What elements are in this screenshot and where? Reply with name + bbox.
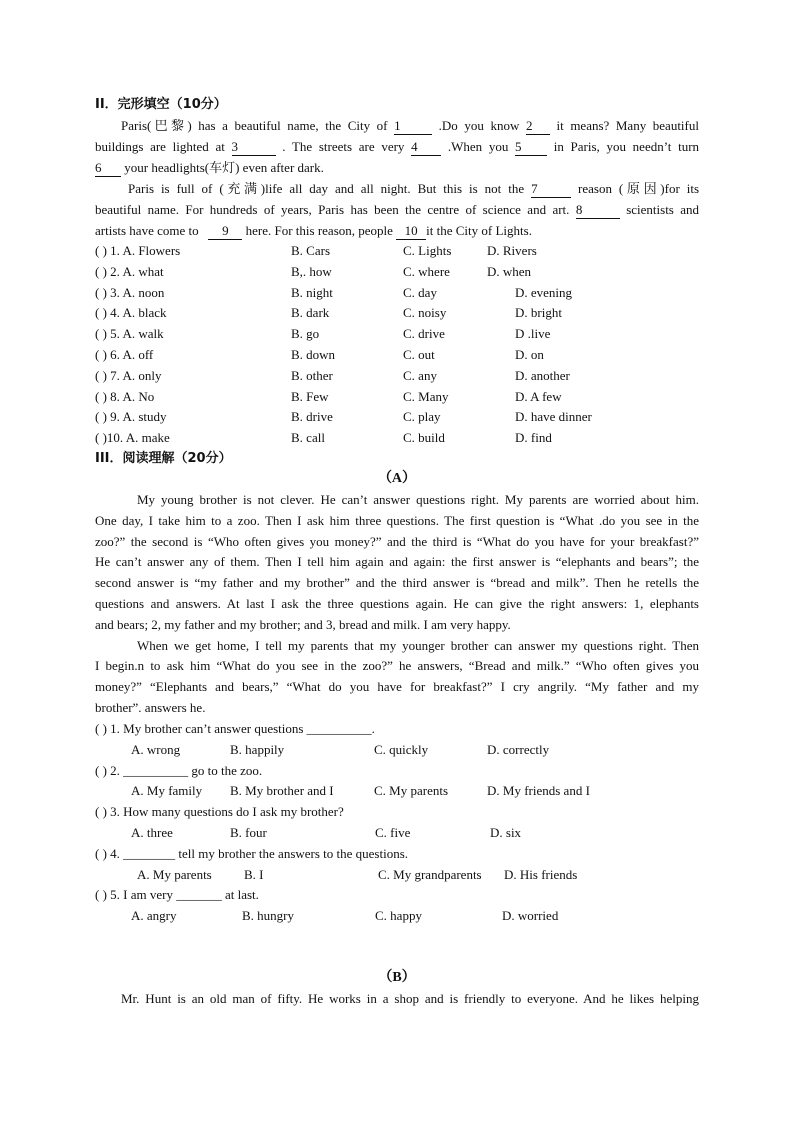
option-d: D. correctly xyxy=(487,742,550,757)
cloze-option-c: C. noisy xyxy=(403,305,447,321)
passage-a-line: money?” “Elephants and bears,” “What do you have for breakfast?” I cry angrily. “My father and my xyxy=(95,679,699,695)
option-d: D. My friends and I xyxy=(487,783,590,798)
cloze-option-c: C. any xyxy=(403,367,437,383)
cloze-question: ( ) 9. A. study xyxy=(95,409,167,425)
passage-a-line: My young brother is not clever. He can’t answer questions right. My parents are worried about him. xyxy=(137,492,699,507)
option-d: D. worried xyxy=(502,908,559,923)
passage-b-line: Mr. Hunt is an old man of fifty. He works in a shop and is friendly to everyone. And he likes helping xyxy=(121,991,699,1006)
section-ii-heading: II．完形填空（10分） xyxy=(95,97,227,112)
question-stem: ( ) 4. ________ tell my brother the answers to the questions. xyxy=(95,846,409,861)
option-a: A. three xyxy=(131,825,173,840)
cloze-question: ( ) 8. A. No xyxy=(95,388,155,404)
option-b: B. I xyxy=(244,867,264,882)
blank-8: 8 xyxy=(576,202,620,219)
blank-3: 3 xyxy=(232,139,276,156)
section-iii-heading: III．阅读理解（20分） xyxy=(95,451,232,466)
blank-9: 9 xyxy=(208,223,242,240)
cloze-option-b: B. down xyxy=(291,347,336,362)
passage-a-line: I begin.n to ask him “What do you see in the zoo?” he answers, “Bread and milk.” “Who often gives you xyxy=(95,658,699,674)
passage-a-line: second answer is “my father and my brother” and the third answer is “bread and milk”. Then he retells the xyxy=(95,575,699,591)
passage-line xyxy=(95,158,699,178)
cloze-question: ( ) 4. A. black xyxy=(95,305,167,321)
text: Paris is full of (充满)life all day and all night. But this is not the xyxy=(128,181,525,196)
cloze-option-d: D. have dinner xyxy=(515,409,592,425)
text: artists have come to xyxy=(95,223,199,238)
cloze-option-b: B. call xyxy=(291,430,325,446)
cloze-option-d: D. when xyxy=(487,263,532,279)
text: .Do you know xyxy=(438,118,520,133)
passage-line xyxy=(95,200,699,220)
option-a: A. My family xyxy=(131,783,203,798)
cloze-option-d: D. find xyxy=(515,430,552,446)
blank-7: 7 xyxy=(531,181,571,198)
text: .When you xyxy=(447,139,509,154)
option-b: B. My brother and I xyxy=(230,783,334,798)
text: it means? Many beautiful xyxy=(556,118,699,133)
option-b: B. four xyxy=(230,825,267,840)
blank-6: 6 xyxy=(95,160,121,177)
option-b: B. hungry xyxy=(242,908,294,923)
cloze-option-c: C. Lights xyxy=(403,243,452,258)
cloze-option-c: C. drive xyxy=(403,326,445,342)
option-a: A. angry xyxy=(131,908,177,923)
cloze-option-d: D. on xyxy=(515,347,544,362)
cloze-option-b: B. Few xyxy=(291,388,329,404)
option-c: C. happy xyxy=(375,908,422,923)
passage-a-line: brother”. answers he. xyxy=(95,700,206,715)
cloze-option-c: C. play xyxy=(403,409,441,425)
text: beautiful name. For hundreds of years, Paris has been the centre of science and art. xyxy=(95,202,570,217)
passage-a-line: questions and answers. At last I ask the three questions again. He can give the right answers: 1, elephants xyxy=(95,596,699,611)
cloze-option-c: C. Many xyxy=(403,388,449,404)
cloze-option-d: D. bright xyxy=(515,305,562,321)
option-c: C. My grandparents xyxy=(378,867,482,882)
question-stem: ( ) 5. I am very _______ at last. xyxy=(95,887,259,902)
cloze-option-b: B. drive xyxy=(291,409,333,425)
cloze-question: ( )10. A. make xyxy=(95,430,170,446)
cloze-option-c: C. where xyxy=(403,263,450,279)
text: reason (原因)for its xyxy=(578,181,700,196)
part-b-title: （B） xyxy=(378,970,416,985)
passage-line xyxy=(128,179,699,199)
cloze-option-c: C. out xyxy=(403,347,435,362)
cloze-question: ( ) 6. A. off xyxy=(95,347,154,362)
passage-a-line: One day, I take him to a zoo. Then I ask him three questions. The first question is “What .do you see in the xyxy=(95,512,699,528)
blank-2: 2 xyxy=(526,118,550,135)
cloze-option-c: C. day xyxy=(403,284,437,300)
option-b: B. happily xyxy=(230,742,285,757)
text: your headlights(车灯) even after dark. xyxy=(124,160,324,175)
cloze-option-d: D. A few xyxy=(515,388,562,404)
cloze-option-d: D. another xyxy=(515,367,570,383)
option-c: C. five xyxy=(375,825,411,840)
passage-line xyxy=(95,137,699,157)
cloze-question: ( ) 5. A. walk xyxy=(95,326,164,342)
text: here. For this reason, people xyxy=(245,223,393,238)
blank-1: 1 xyxy=(394,118,432,135)
cloze-option-d: D .live xyxy=(515,326,551,342)
cloze-question: ( ) 3. A. noon xyxy=(95,284,165,300)
text: . The streets are very xyxy=(282,139,405,154)
cloze-option-b: B. dark xyxy=(291,305,330,321)
text: in Paris, you needn’t turn xyxy=(553,139,700,154)
option-a: A. wrong xyxy=(131,742,181,757)
text: Paris(巴黎) has a beautiful name, the City of xyxy=(121,118,388,133)
text: buildings are lighted at xyxy=(95,139,225,154)
cloze-question: ( ) 7. A. only xyxy=(95,367,162,383)
blank-4: 4 xyxy=(411,139,441,156)
text: it the City of Lights. xyxy=(426,223,532,238)
cloze-question: ( ) 2. A. what xyxy=(95,263,164,279)
cloze-option-b: B. Cars xyxy=(291,243,330,258)
passage-a-line: zoo?” the second is “Who often gives you money?” and the third is “What do you have for your breakfast?” xyxy=(95,533,699,549)
cloze-option-d: D. Rivers xyxy=(487,243,537,258)
option-d: D. His friends xyxy=(504,867,578,882)
part-a-title: （A） xyxy=(377,471,417,486)
option-a: A. My parents xyxy=(137,867,212,882)
passage-line xyxy=(121,116,699,136)
passage-line xyxy=(95,221,699,241)
option-d: D. six xyxy=(490,825,522,840)
blank-10: 10 xyxy=(396,223,426,240)
cloze-option-b: B. other xyxy=(291,367,333,383)
question-stem: ( ) 3. How many questions do I ask my brother? xyxy=(95,804,344,819)
passage-a-line: When we get home, I tell my parents that my younger brother can answer my questions right. Then xyxy=(137,637,699,653)
cloze-option-b: B. night xyxy=(291,284,333,300)
option-c: C. quickly xyxy=(374,742,429,757)
question-stem: ( ) 2. __________ go to the zoo. xyxy=(95,763,263,778)
cloze-option-c: C. build xyxy=(403,430,445,446)
text: scientists and xyxy=(626,202,700,217)
blank-5: 5 xyxy=(515,139,547,156)
question-stem: ( ) 1. My brother can’t answer questions __________. xyxy=(95,721,375,736)
option-c: C. My parents xyxy=(374,783,449,798)
passage-a-line: and bears; 2, my father and my brother; and 3, bread and milk. I am very happy. xyxy=(95,616,511,632)
cloze-option-b: B. go xyxy=(291,326,320,342)
passage-a-line: He can’t answer any of them. Then I tell him again and again: the first answer is “elephants and bears”; the xyxy=(95,554,699,570)
cloze-option-d: D. evening xyxy=(515,284,573,300)
cloze-option-b: B,. how xyxy=(291,263,332,279)
cloze-question: ( ) 1. A. Flowers xyxy=(95,243,181,258)
